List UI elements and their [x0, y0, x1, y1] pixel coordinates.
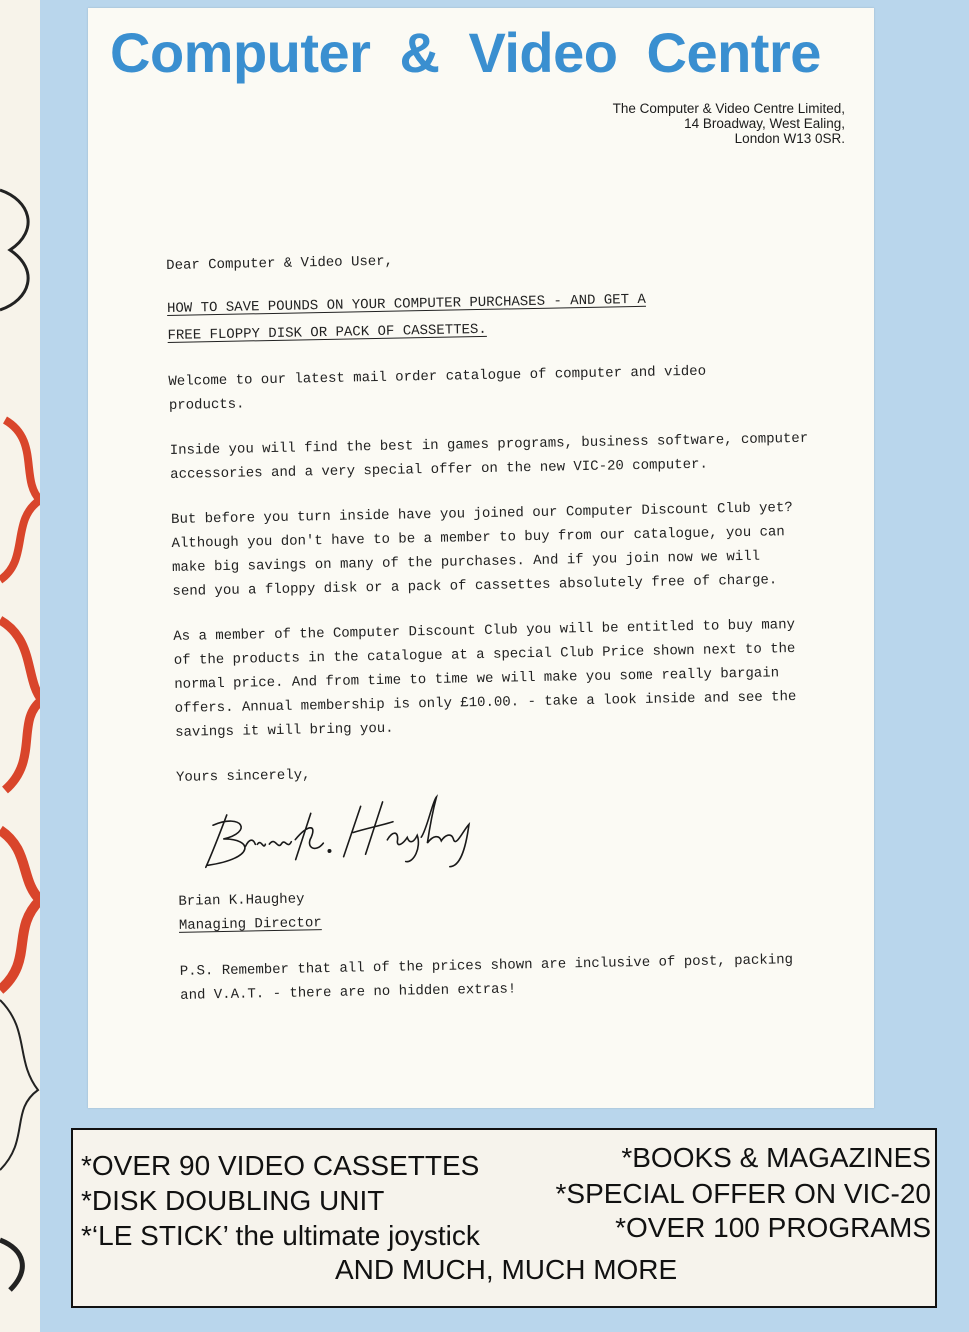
heading-line-1: HOW TO SAVE POUNDS ON YOUR COMPUTER PURCHASES - AND GET A [166, 291, 647, 317]
salutation: Dear Computer & Video User, [166, 253, 394, 274]
heading-line-2: FREE FLOPPY DISK OR PACK OF CASSETTES. [167, 321, 487, 344]
banner-item-programs: *OVER 100 PROGRAMS [615, 1212, 931, 1243]
letterhead-brand: Computer & Video Centre [110, 21, 821, 84]
paragraph-membership: As a member of the Computer Discount Club you will be entitled to buy many of the products in the catalogue at a special Club Price shown next to the normal price. And from time to time we will make you some really bargain offers. Annual membership is only £10.00. - take a look inside and see the savings it will bring you. [173, 616, 797, 741]
banner-item-le-stick: *‘LE STICK’ the ultimate joystick [81, 1220, 480, 1251]
paragraph-inside: Inside you will find the best in games programs, business software, computer accessories and a very special offer on the new VIC-20 computer. [169, 430, 809, 483]
address-line-company: The Computer & Video Centre Limited, [612, 101, 845, 116]
letter-body [166, 242, 830, 1008]
banner-item-disk-doubling: *DISK DOUBLING UNIT [81, 1185, 385, 1216]
closing: Yours sincerely, [175, 767, 311, 786]
letterhead-address [613, 101, 845, 146]
banner-item-vic20-offer: *SPECIAL OFFER ON VIC-20 [555, 1178, 931, 1209]
signer-name: Brian K.Haughey [178, 891, 305, 910]
paragraph-club: But before you turn inside have you joined our Computer Discount Club yet? Although you don't have to be a member to buy from our catalogue, you can make big savings on many of the purchases. And if you join now we will send you a floppy disk or a pack of cassettes absolutely free of charge. [170, 500, 793, 600]
address-line-city: London W13 0SR. [734, 131, 845, 146]
paragraph-welcome: Welcome to our latest mail order catalogue of computer and video products. [168, 363, 707, 414]
signer-title: Managing Director [178, 915, 322, 934]
address-line-street: 14 Broadway, West Ealing, [684, 116, 845, 131]
promo-banner [71, 1128, 937, 1308]
postscript: P.S. Remember that all of the prices shown are inclusive of post, packing and V.A.T. - there are no hidden extras! [179, 952, 794, 1004]
banner-item-books-magazines: *BOOKS & MAGAZINES [621, 1142, 931, 1173]
signature [182, 790, 483, 876]
letter-heading [167, 284, 818, 350]
banner-item-video-cassettes: *OVER 90 VIDEO CASSETTES [81, 1150, 480, 1181]
banner-footer: AND MUCH, MUCH MORE [335, 1254, 678, 1285]
